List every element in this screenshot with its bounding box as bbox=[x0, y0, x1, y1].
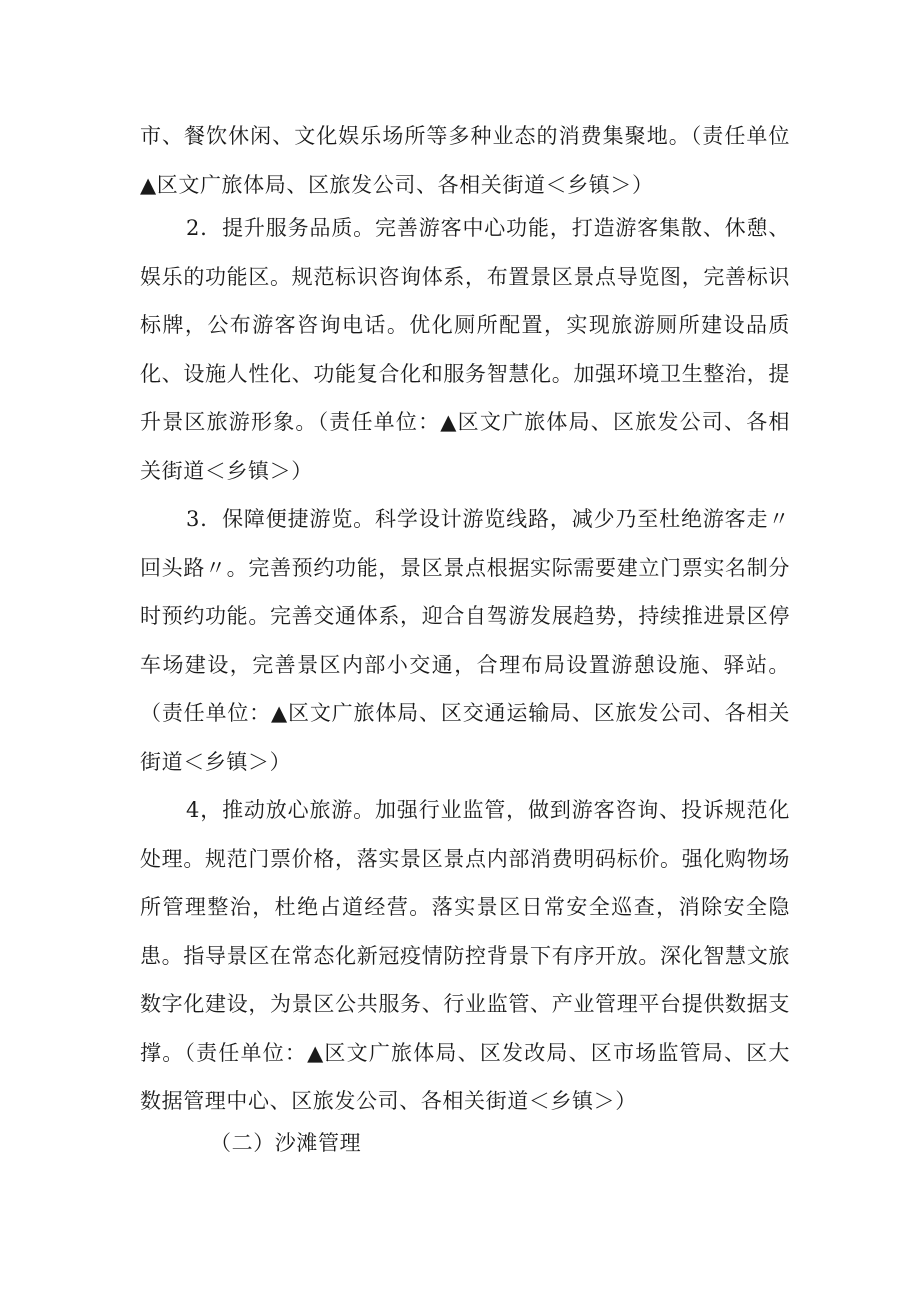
paragraph-continuation: 市、餐饮休闲、文化娱乐场所等多种业态的消费集聚地。（责任单位▲区文广旅体局、区旅发公司、各相关街道＜乡镇＞） bbox=[140, 124, 790, 197]
paragraph-convenient-touring: 3．保障便捷游览。科学设计游览线路，减少乃至杜绝游客走〃回头路〃。完善预约功能，景区景点根据实际需要建立门票实名制分时预约功能。完善交通体系，迎合自驾游发展趋势，持续推进景区停车场建设，完善景区内部小交通，合理布局设置游憩设施、驿站。（责任单位：▲区文广旅体局、区交通运输局、区旅发公司、各相关街道＜乡镇＞） bbox=[140, 507, 790, 774]
paragraph-service-quality: 2．提升服务品质。完善游客中心功能，打造游客集散、休憩、娱乐的功能区。规范标识咨询体系，布置景区景点导览图，完善标识标牌，公布游客咨询电话。优化厕所配置，实现旅游厕所建设品质化、设施人性化、功能复合化和服务智慧化。加强环境卫生整治，提升景区旅游形象。（责任单位：▲区文广旅体局、区旅发公司、各相关街道＜乡镇＞） bbox=[140, 216, 790, 483]
paragraph-reassured-tourism: 4，推动放心旅游。加强行业监管，做到游客咨询、投诉规范化处理。规范门票价格，落实景区景点内部消费明码标价。强化购物场所管理整治，杜绝占道经营。落实景区日常安全巡查，消除安全隐患。指导景区在常态化新冠疫情防控背景下有序开放。深化智慧文旅数字化建设，为景区公共服务、行业监管、产业管理平台提供数据支撑。（责任单位：▲区文广旅体局、区发改局、区市场监管局、区大数据管理中心、区旅发公司、各相关街道＜乡镇＞） bbox=[140, 798, 790, 1113]
section-heading-beach-management: （二）沙滩管理 bbox=[210, 1131, 362, 1155]
